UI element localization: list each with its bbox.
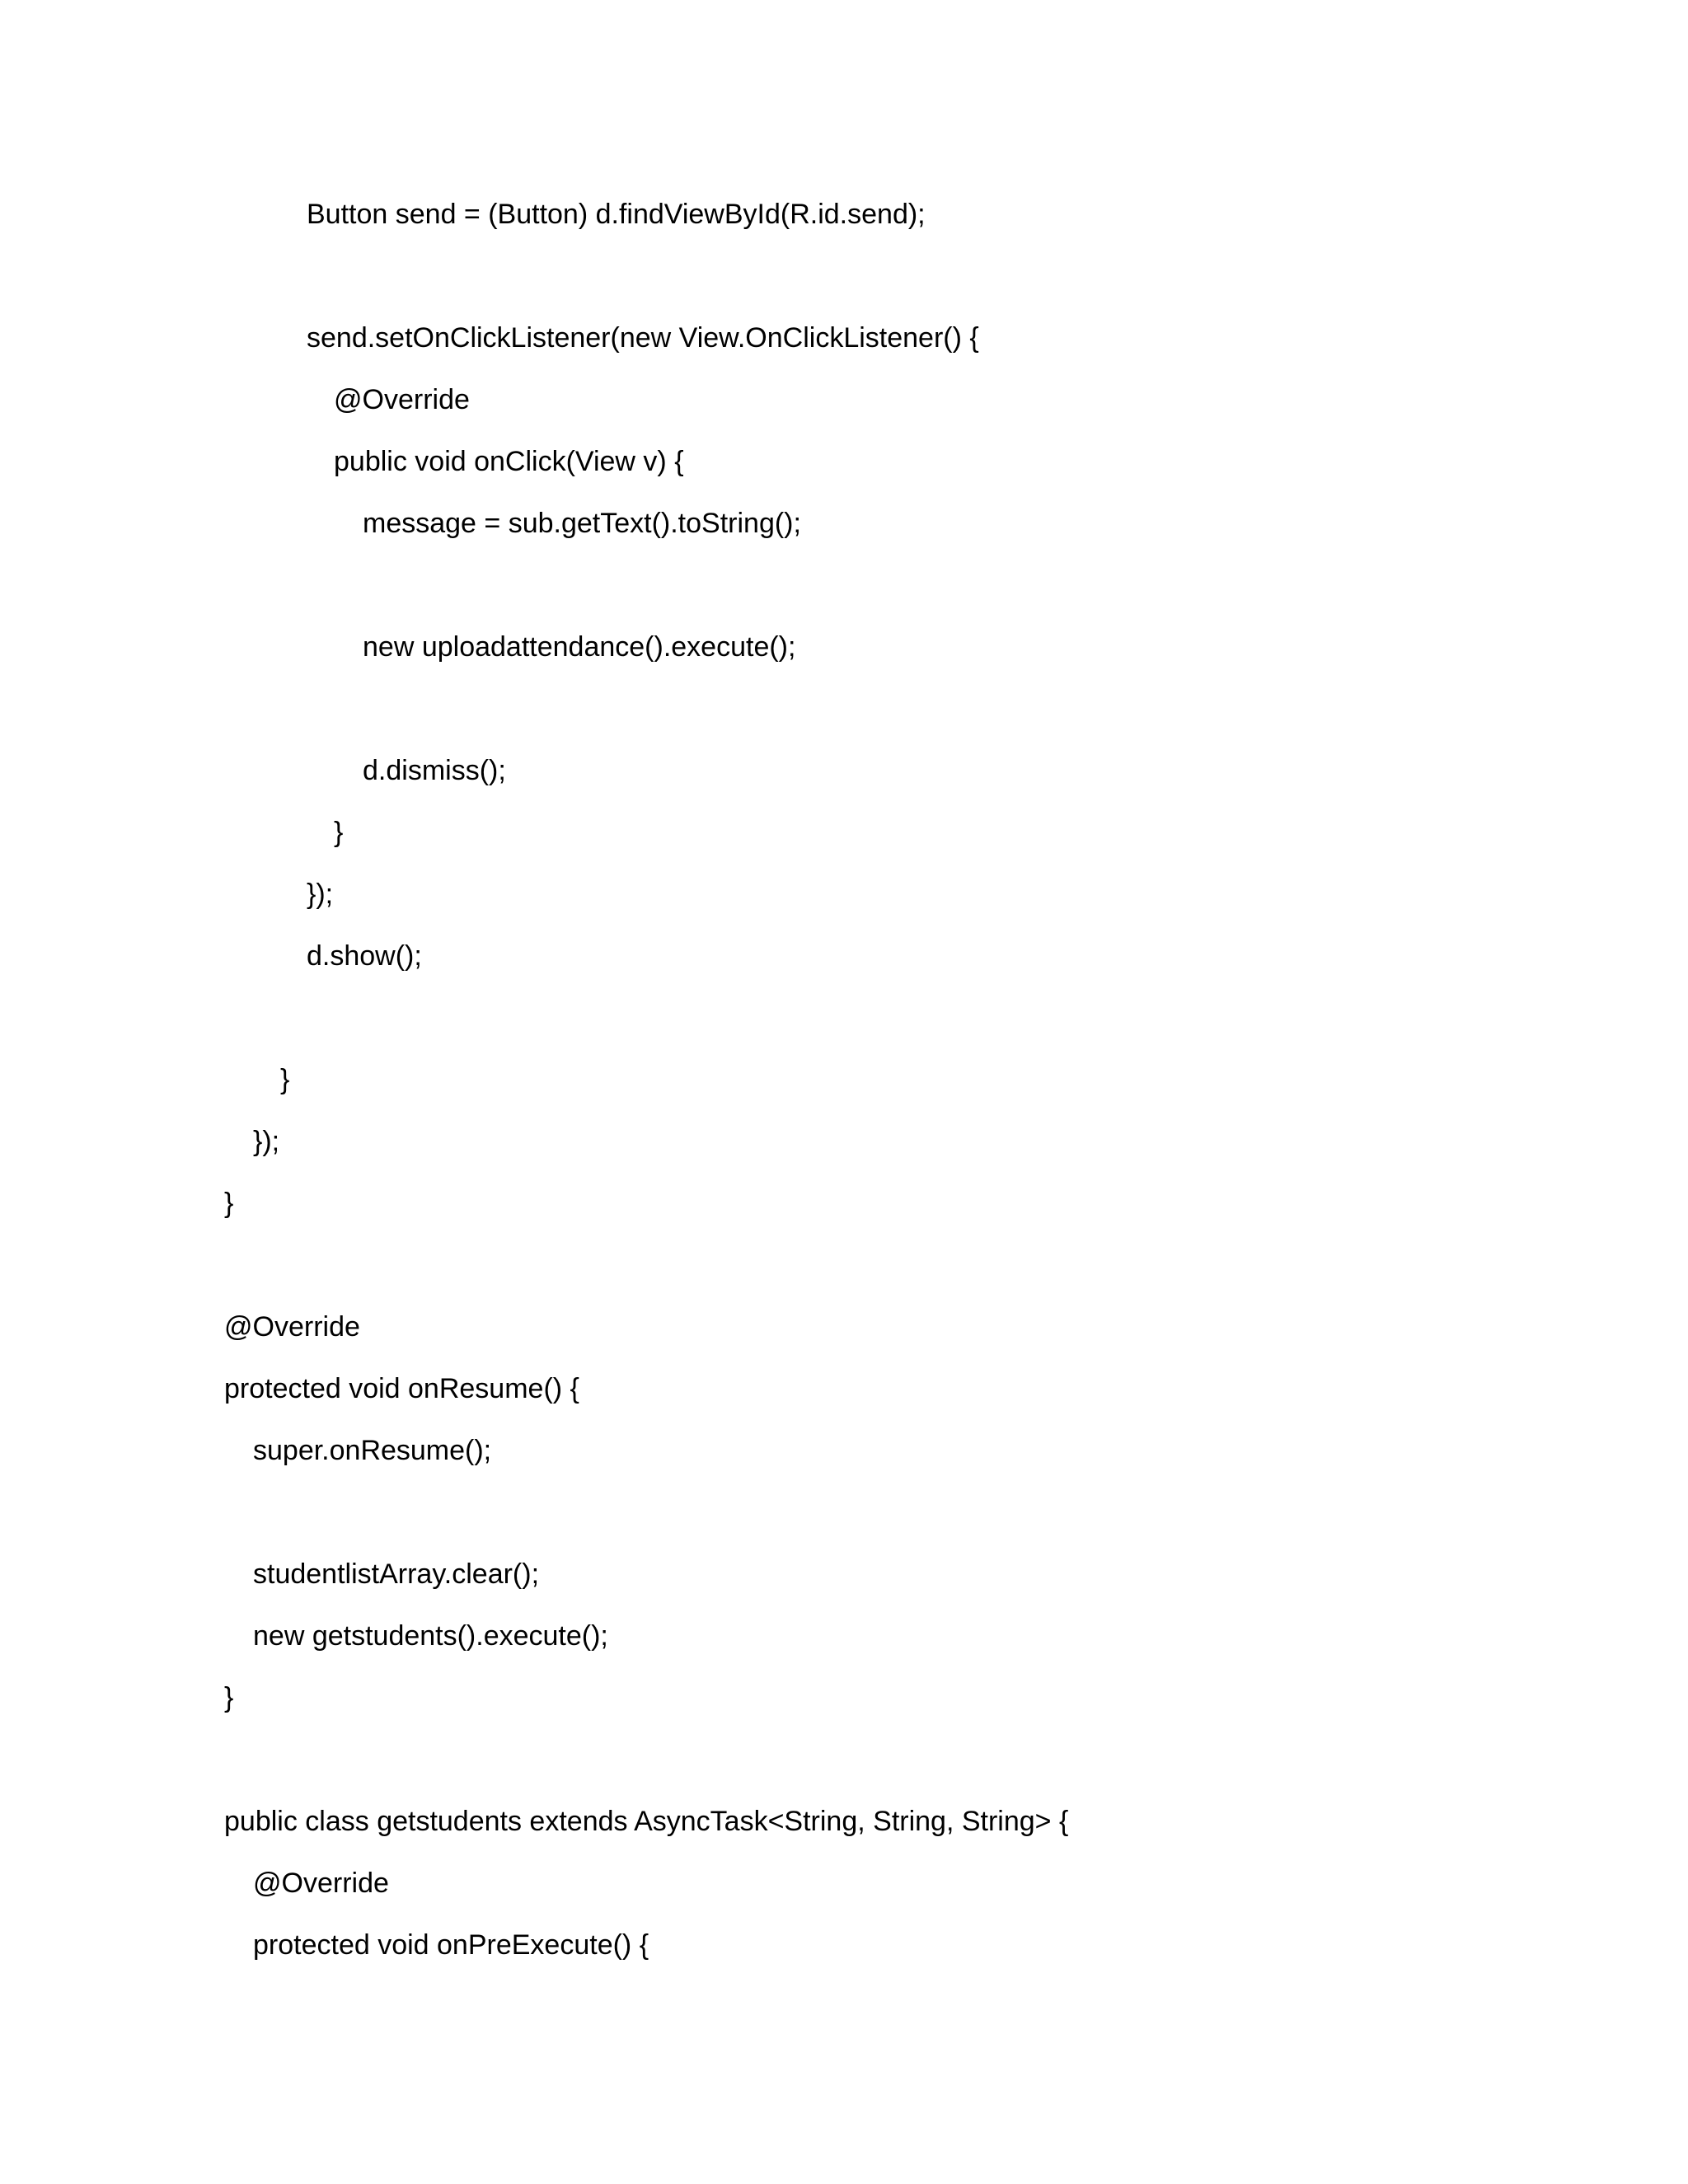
- code-line: super.onResume();: [253, 1435, 492, 1466]
- code-line: studentlistArray.clear();: [253, 1558, 540, 1590]
- code-line: public void onClick(View v) {: [334, 446, 684, 477]
- code-line: }: [224, 1682, 234, 1713]
- code-line: }: [224, 1188, 234, 1219]
- code-line: message = sub.getText().toString();: [363, 508, 801, 539]
- code-line: @Override: [253, 1868, 389, 1899]
- code-line: protected void onResume() {: [224, 1373, 579, 1404]
- code-line: d.dismiss();: [363, 755, 506, 786]
- code-line: @Override: [224, 1311, 360, 1343]
- code-line: });: [253, 1126, 280, 1157]
- code-line: d.show();: [307, 940, 422, 972]
- code-line: send.setOnClickListener(new View.OnClickListener() {: [307, 322, 979, 354]
- code-line: });: [307, 879, 334, 910]
- code-line: Button send = (Button) d.findViewById(R.id.send);: [307, 199, 926, 230]
- code-line: protected void onPreExecute() {: [253, 1929, 649, 1961]
- code-line: public class getstudents extends AsyncTask<String, String, String> {: [224, 1806, 1069, 1837]
- code-line: }: [334, 817, 344, 848]
- code-line: new uploadattendance().execute();: [363, 631, 796, 663]
- code-line: @Override: [334, 384, 470, 415]
- code-line: }: [280, 1064, 290, 1095]
- code-line: new getstudents().execute();: [253, 1620, 608, 1652]
